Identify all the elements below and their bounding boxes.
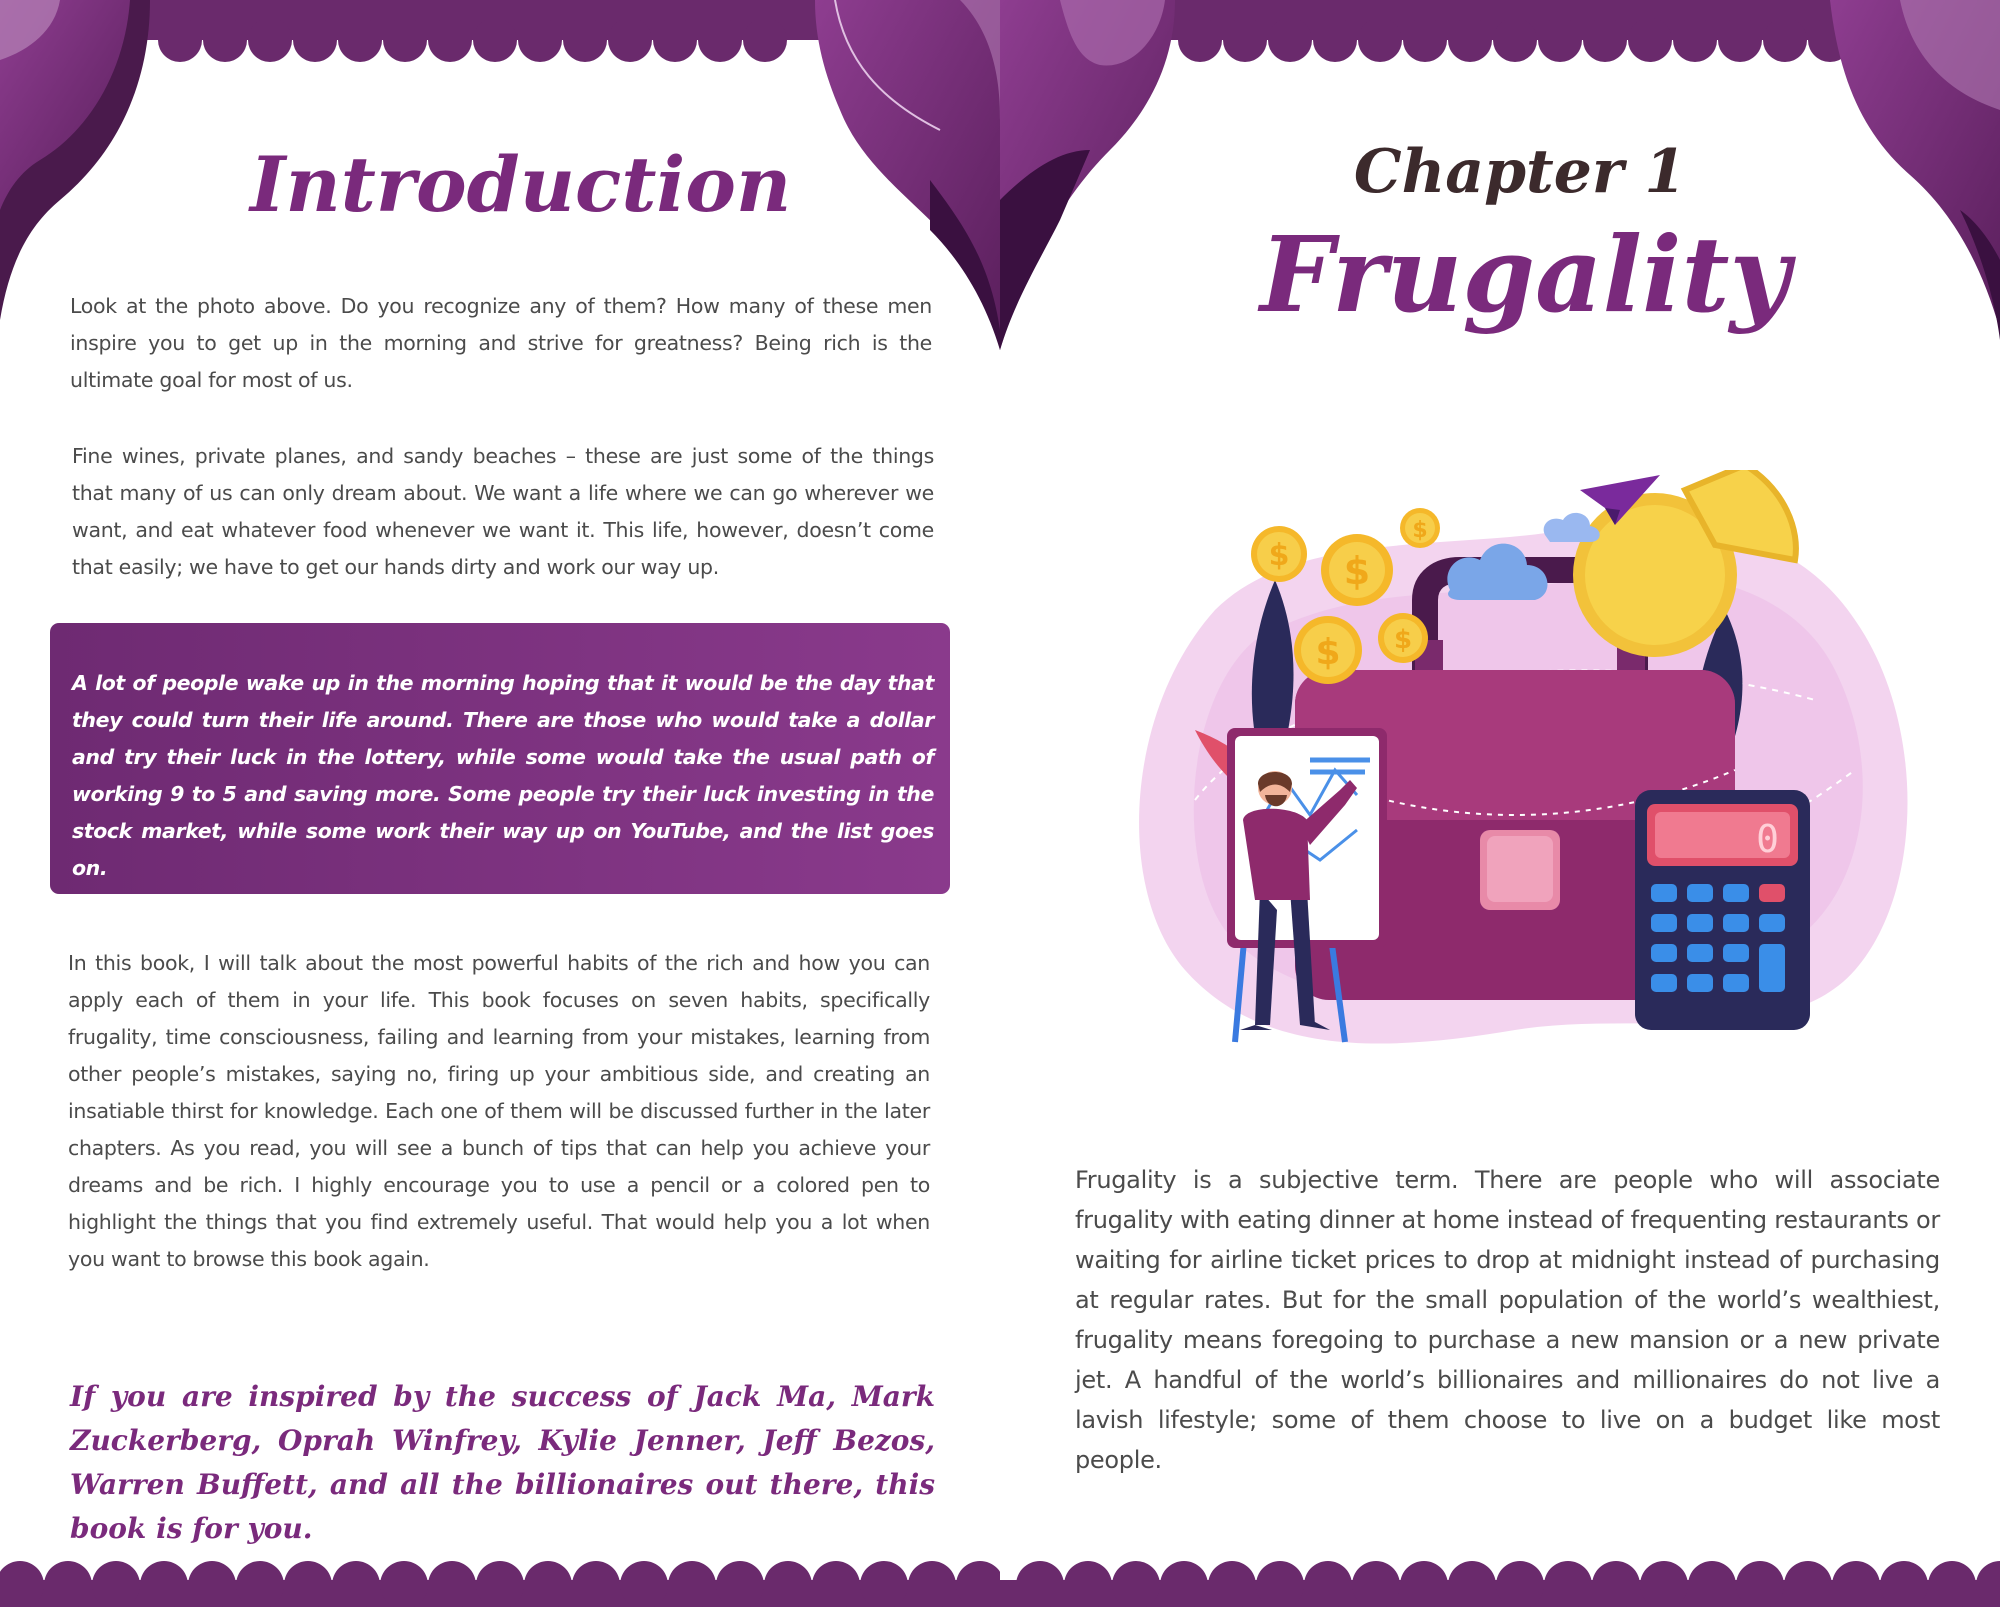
chapter-title: Frugality xyxy=(1260,213,1791,336)
coin-symbol: $ xyxy=(1268,538,1290,573)
coin-symbol: $ xyxy=(1315,632,1341,673)
calculator-icon xyxy=(1635,790,1810,1030)
quote-box xyxy=(50,623,950,894)
intro-paragraph-3: In this book, I will talk about the most powerful habits of the rich and how you can apply each of them in your life. This book focuses on seven habits, specifically frugality, time consciousness, failing and learning from your mistakes, learning from other people’s mistakes, saying no, firing up your ambitious side, and creating an insatiable thirst for knowledge. Each one of them will be discussed further in the later chapters. As you read, you will see a bunch of tips that can help you achieve your dreams and be rich. I highly encourage you to use a pencil or a colored pen to highlight the things that you find extremely useful. That would help you a lot when you want to browse this book again. xyxy=(68,951,930,1271)
finance-illustration xyxy=(1095,470,1935,1070)
intro-paragraph-2: Fine wines, private planes, and sandy beaches – these are just some of the things that many of us can only dream about. We want a life where we can go wherever we want, and eat whatever food whenever we want it. This life, however, doesn’t come that easily; we have to get our hands dirty and work our way up. xyxy=(72,444,934,579)
intro-paragraph-1: Look at the photo above. Do you recognize any of them? How many of these men inspire you to get up in the morning and strive for greatness? Being rich is the ultimate goal for most of us. xyxy=(70,294,932,392)
coin-symbol: $ xyxy=(1343,549,1371,593)
coin-symbol: $ xyxy=(1393,625,1413,655)
closing-statement: If you are inspired by the success of Jack Ma, Mark Zuckerberg, Oprah Winfrey, Kylie Jenner, Jeff Bezos, Warren Buffett, and all the billionaires out there, this book is for you. xyxy=(70,1380,935,1545)
chapter-label: Chapter 1 xyxy=(1353,137,1687,207)
frugality-paragraph: Frugality is a subjective term. There are people who will associate frugality with eating dinner at home instead of frequenting restaurants or waiting for airline ticket prices to drop at midnight instead of purchasing at regular rates. But for the small population of the world’s wealthiest, frugality means foregoing to purchase a new mansion or a new private jet. A handful of the world’s billionaires and millionaires do not live a lavish lifestyle; some of them choose to live on a budget like most people. xyxy=(1075,1166,1940,1474)
coin-symbol: $ xyxy=(1412,518,1428,543)
intro-title: Introduction xyxy=(250,140,792,229)
calculator-display: 0 xyxy=(1756,817,1779,861)
quote-text: A lot of people wake up in the morning hoping that it would be the day that they could turn their life around. There are those who would take a dollar and try their luck in the lottery, while some would take the usual path of working 9 to 5 and saving more. Some people try their luck investing in the stock market, while some work their way up on YouTube, and the list goes on. xyxy=(72,671,934,880)
